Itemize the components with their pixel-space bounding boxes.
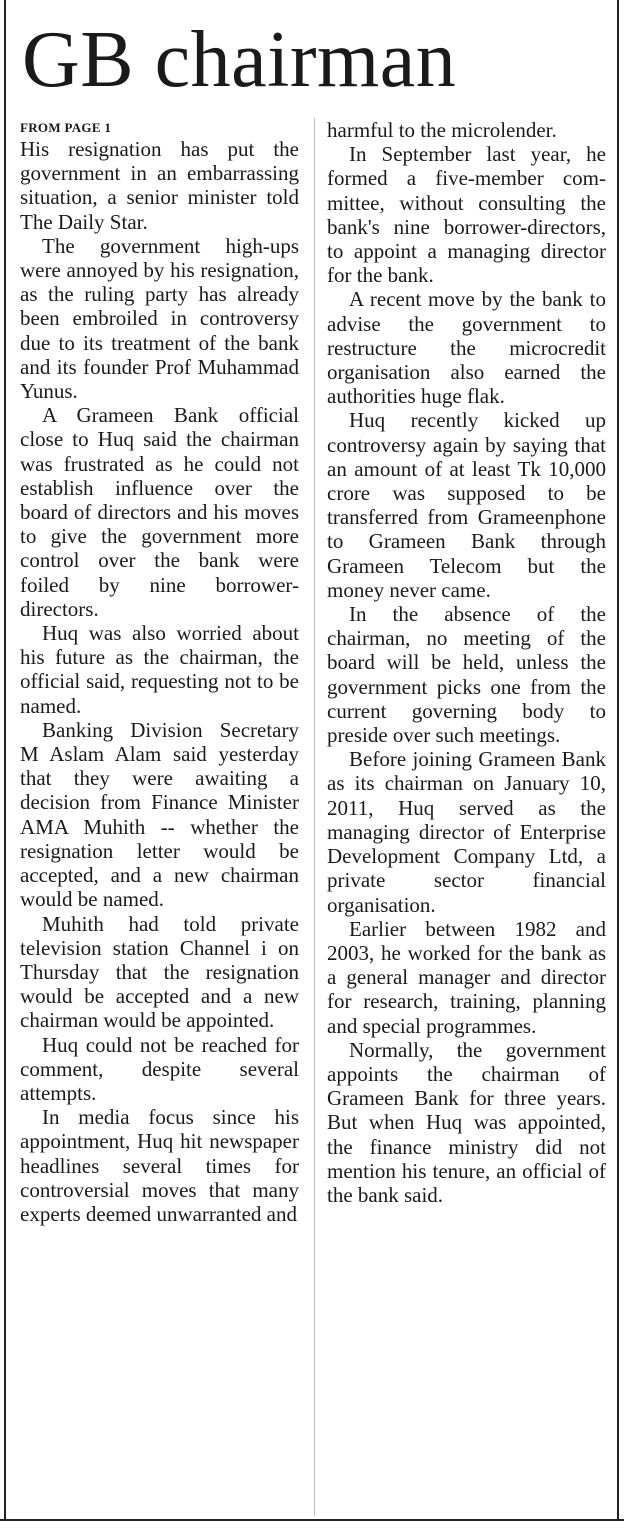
right-border-rule: [617, 0, 619, 1520]
paragraph: Before joining Grameen Bank as its chairman on January 10, 2011, Huq served as the managing director of Enterprise Development Company Ltd, a private sector financial organisation.: [327, 747, 606, 917]
headline: GB chairman: [22, 16, 457, 104]
paragraph: A Grameen Bank official close to Huq said the chairman was frustrated as he could not establish influence over the board of directors and his moves to give the government more control over the bank were foiled by nine borrower-directors.: [20, 403, 299, 621]
paragraph: In the absence of the chairman, no meeting of the board will be held, unless the government picks one from the current governing body to preside over such meetings.: [327, 602, 606, 748]
paragraph: The government high-ups were annoyed by his resignation, as the ruling party has already been embroiled in controversy due to its treatment of the bank and its founder Prof Muhammad Yunus.: [20, 233, 299, 404]
left-border-rule: [4, 0, 6, 1520]
paragraph: Normally, the government appoints the chairman of Grameen Bank for three years. But when Huq was appointed, the finance ministry did not mention his tenure, an official of the bank said.: [327, 1037, 606, 1207]
column-divider: [314, 118, 315, 1516]
column-2: [327, 118, 606, 1207]
paragraph: Huq recently kicked up controversy again by saying that an amount of at least Tk 10,000 crore was supposed to be transferred from Grameenphone to Grameen Bank through Grameen Telecom but the money never came.: [327, 408, 606, 602]
paragraph: harmful to the microlender.: [327, 118, 557, 142]
paragraph: Banking Division Secretary M Aslam Alam said yesterday that they were awaiting a decision from Finance Minister AMA Muhith -- whether the resignation letter would be accepted, and a new chairman would be named.: [20, 717, 299, 912]
bottom-border-rule: [0, 1519, 624, 1521]
paragraph: In media focus since his appointment, Huq hit newspaper headlines several times for controversial moves that many experts deemed unwarranted and: [20, 1105, 299, 1226]
paragraph: His resignation has put the government in an embarrassing situation, a senior minister told The Daily Star.: [20, 137, 299, 234]
paragraph: Huq was also worried about his future as the chairman, the official said, requesting not to be named.: [20, 621, 299, 718]
paragraph: Muhith had told private television station Channel i on Thursday that the resignation would be accepted and a new chairman would be appointed.: [20, 911, 299, 1033]
column-1: [20, 118, 299, 1226]
paragraph: A recent move by the bank to advise the government to restructure the microcredit organisation also earned the authorities huge flak.: [327, 287, 606, 409]
paragraph: Huq could not be reached for comment, despite several attempts.: [20, 1032, 299, 1105]
paragraph: Earlier between 1982 and 2003, he worked for the bank as a general manager and director for research, training, planning and special programmes.: [327, 916, 606, 1038]
paragraph: In September last year, he formed a five-member committee, without consulting the bank's nine borrower-directors, to appoint a managing director for the bank.: [327, 142, 606, 288]
kicker-from-page: FROM PAGE 1: [20, 120, 112, 135]
